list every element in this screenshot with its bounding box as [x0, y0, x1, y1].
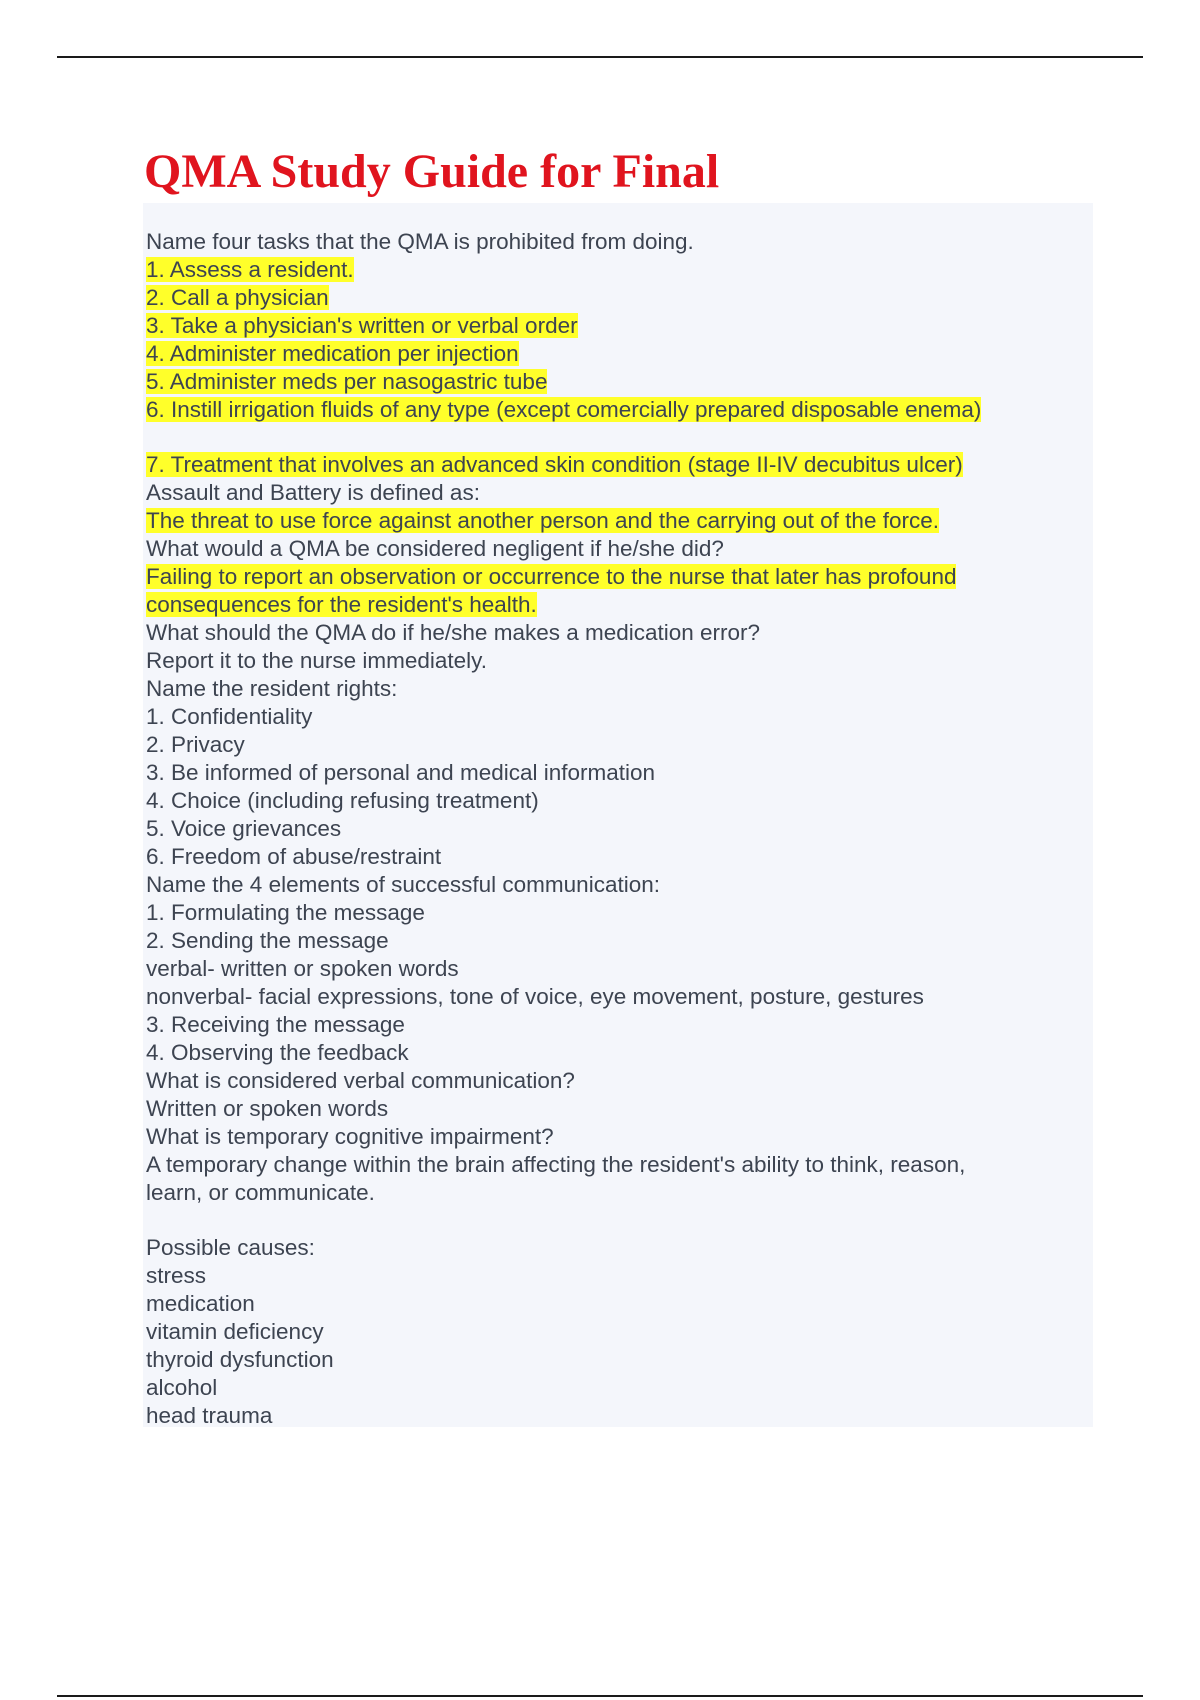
text-line: Name the 4 elements of successful communication: [146, 872, 660, 897]
text-line: 3. Be informed of personal and medical information [146, 760, 656, 785]
highlighted-text-line: 4. Administer medication per injection [146, 341, 519, 366]
highlighted-text-line: Failing to report an observation or occurrence to the nurse that later has profound [146, 564, 957, 589]
text-line: Name four tasks that the QMA is prohibited from doing. [146, 229, 694, 254]
text-line: Report it to the nurse immediately. [146, 648, 487, 673]
text-line: 2. Sending the message [146, 928, 389, 953]
text-line: What is temporary cognitive impairment? [146, 1124, 554, 1149]
highlighted-text-line: The threat to use force against another person and the carrying out of the force. [146, 508, 939, 533]
text-line: head trauma [146, 1403, 273, 1428]
text-line: 6. Freedom of abuse/restraint [146, 844, 442, 869]
top-divider [57, 56, 1143, 58]
text-line: 1. Confidentiality [146, 704, 313, 729]
text-line: Written or spoken words [146, 1096, 389, 1121]
text-line: 4. Choice (including refusing treatment) [146, 788, 539, 813]
text-line: Possible causes: [146, 1235, 315, 1260]
text-line: 3. Receiving the message [146, 1012, 405, 1037]
highlighted-text-line: consequences for the resident's health. [146, 592, 537, 617]
highlighted-text-line: 5. Administer meds per nasogastric tube [146, 369, 548, 394]
text-line: What would a QMA be considered negligent if he/she did? [146, 536, 724, 561]
highlighted-text-line: 6. Instill irrigation fluids of any type (except comercially prepared disposable enema) [146, 397, 982, 422]
text-line: verbal- written or spoken words [146, 956, 459, 981]
bottom-divider [57, 1695, 1143, 1697]
text-line [146, 1207, 1091, 1234]
text-line: What is considered verbal communication? [146, 1068, 575, 1093]
text-line: Assault and Battery is defined as: [146, 480, 480, 505]
text-line: Name the resident rights: [146, 676, 398, 701]
text-line: alcohol [146, 1375, 218, 1400]
text-line [146, 424, 1091, 451]
highlighted-text-line: 1. Assess a resident. [146, 257, 354, 282]
text-line: 5. Voice grievances [146, 816, 342, 841]
study-guide-text [146, 228, 1091, 1430]
document-title: QMA Study Guide for Final [144, 145, 720, 198]
text-line: nonverbal- facial expressions, tone of voice, eye movement, posture, gestures [146, 984, 924, 1009]
text-line: 2. Privacy [146, 732, 245, 757]
highlighted-text-line: 2. Call a physician [146, 285, 329, 310]
text-line: What should the QMA do if he/she makes a medication error? [146, 620, 761, 645]
highlighted-text-line: 7. Treatment that involves an advanced skin condition (stage II-IV decubitus ulcer) [146, 452, 963, 477]
text-line: medication [146, 1291, 255, 1316]
text-line: A temporary change within the brain affecting the resident's ability to think, reason, [146, 1152, 966, 1177]
text-line: 1. Formulating the message [146, 900, 425, 925]
text-line: learn, or communicate. [146, 1180, 375, 1205]
text-line: thyroid dysfunction [146, 1347, 334, 1372]
text-line: 4. Observing the feedback [146, 1040, 409, 1065]
text-line: stress [146, 1263, 207, 1288]
text-line: vitamin deficiency [146, 1319, 324, 1344]
highlighted-text-line: 3. Take a physician's written or verbal order [146, 313, 578, 338]
